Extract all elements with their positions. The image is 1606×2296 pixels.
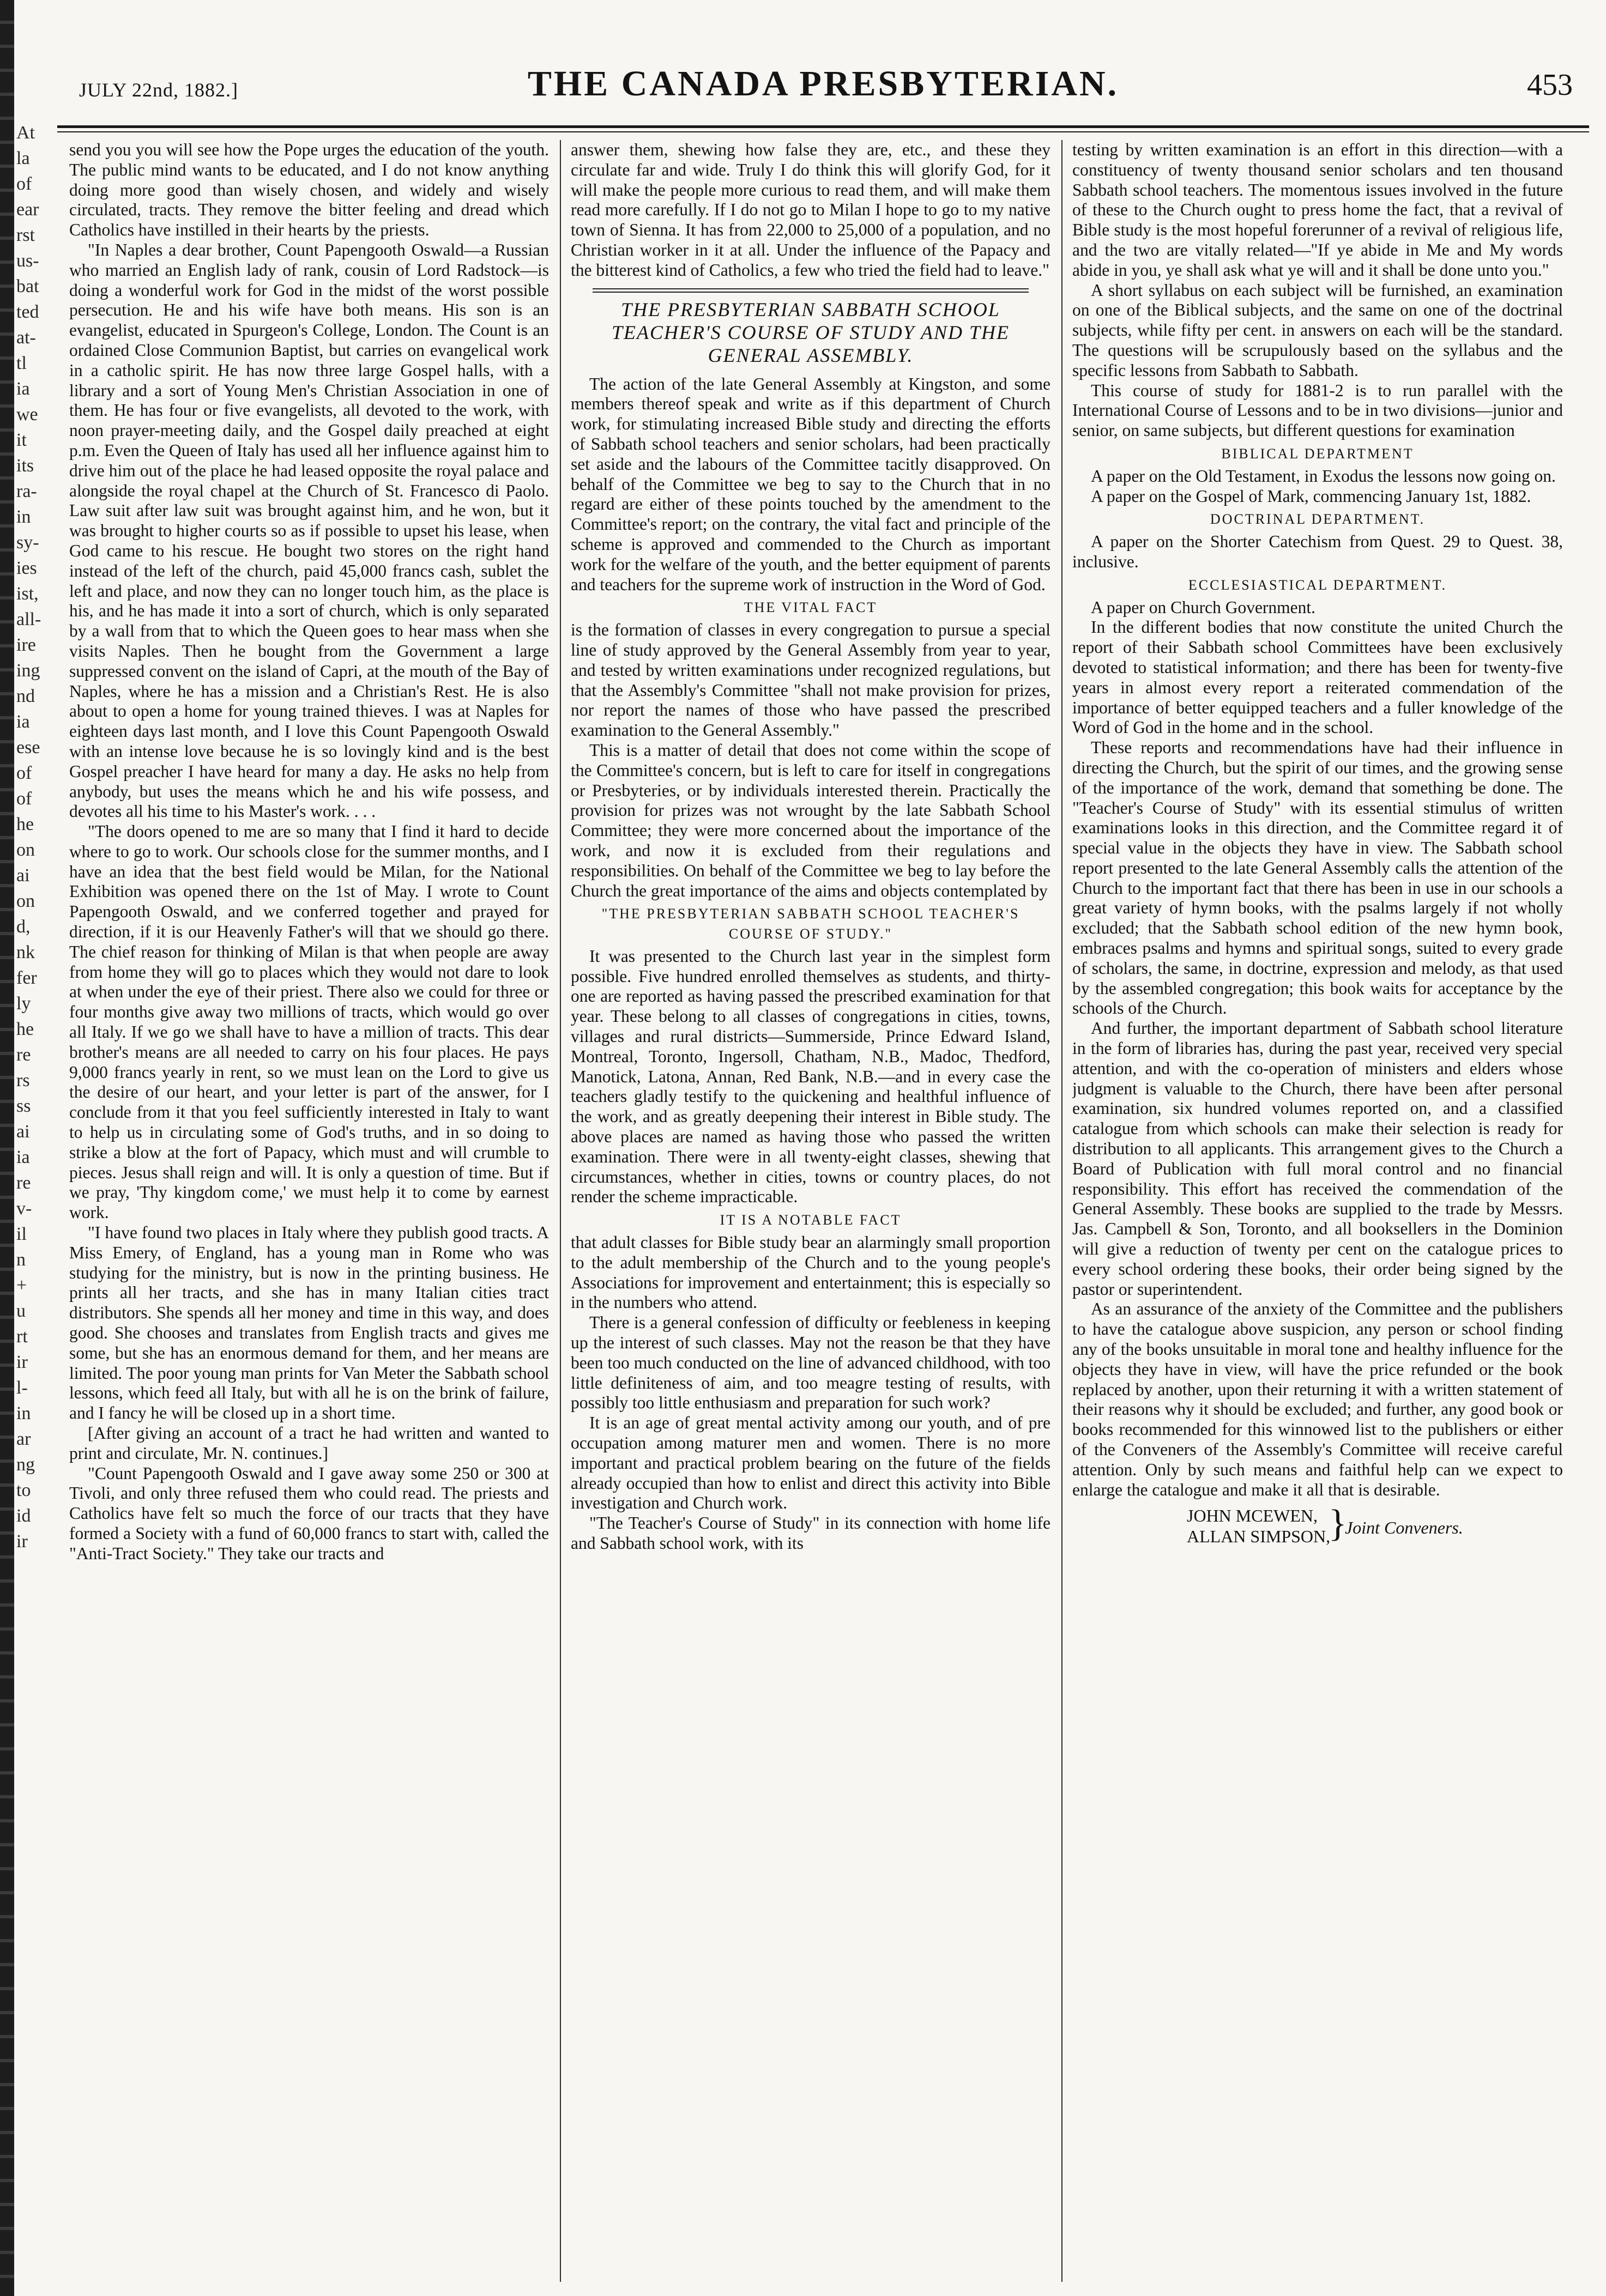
margin-fragment: nd bbox=[16, 686, 35, 706]
margin-fragment: in bbox=[16, 1403, 31, 1423]
margin-fragment: nk bbox=[16, 942, 35, 962]
margin-fragment: ai bbox=[16, 1122, 30, 1142]
margin-fragment: ia bbox=[16, 379, 30, 399]
article-separator bbox=[593, 288, 1029, 289]
signatory-name: JOHN MCEWEN, bbox=[1187, 1506, 1318, 1526]
article-title: THE PRESBYTERIAN SABBATH SCHOOL TEACHER'S COURSE OF STUDY AND THE GENERAL ASSEMBLY. bbox=[611, 298, 1010, 366]
margin-fragment: us- bbox=[16, 251, 39, 271]
department-heading: ECCLESIASTICAL DEPARTMENT. bbox=[1188, 577, 1447, 593]
margin-fragment: id bbox=[16, 1506, 31, 1526]
signature-block bbox=[1072, 1505, 1563, 1554]
header-rule-thick bbox=[57, 125, 1589, 128]
paragraph: It is an age of great mental activity among our youth, and of pre occupation among maturer men and women. There is no more important and practical problem bearing on the future of the fields already occupied than how to enlist and direct this activity into Bible investigation and Church work. bbox=[571, 1413, 1050, 1513]
margin-fragment: ies bbox=[16, 558, 37, 578]
margin-fragment: sy- bbox=[16, 532, 39, 553]
margin-fragment: d, bbox=[16, 917, 31, 937]
paragraph: "Count Papengooth Oswald and I gave away some 250 or 300 at Tivoli, and only three refused them who could read. The priests and Catholics have felt so much the force of our tracts that they have formed a Society with a fund of 60,000 francs to start with, called the "Anti-Tract Society." They take our tracts and bbox=[69, 1463, 549, 1563]
margin-fragment: ire bbox=[16, 635, 36, 655]
subheading: IT IS A NOTABLE FACT bbox=[720, 1212, 902, 1228]
margin-fragment: of bbox=[16, 763, 32, 783]
paragraph: that adult classes for Bible study bear an alarmingly small proportion to the adult membership of the Church and to the young people's Associations for improvement and entertainment; this is especially so in the numbers who attend. bbox=[571, 1233, 1050, 1312]
margin-fragment: he bbox=[16, 1019, 34, 1039]
paragraph: A paper on the Gospel of Mark, commencing January 1st, 1882. bbox=[1091, 486, 1531, 506]
margin-fragment: to bbox=[16, 1480, 31, 1500]
margin-fragment: ai bbox=[16, 865, 30, 886]
margin-fragment: tl bbox=[16, 353, 27, 373]
paragraph: "In Naples a dear brother, Count Papengooth Oswald—a Russian who married an English lady of rank, cousin of Lord Radstock—is doing a wonderful work for God in the midst of the worst possible persecution. He and his wife have both means. His son is an evangelist, educated in Spurgeon's College, London. The Count is an ordained Close Communion Baptist, but carries on evangelical work in a catholic spirit. He has now three large Gospel halls, with a library and a sort of Young Men's Christian Association in one of them. He has four or five evangelists, all devoted to the work, with noon prayer-meeting daily, and the Gospel daily preached at eight p.m. Even the Queen of Italy has used all her influence against him to drive him out of the place he had leased opposite the royal palace and alongside the royal chapel at the Church of St. Francesco di Paolo. Law suit after law suit was brought against him, and he won, but it was brought to higher courts so as if possible to upset his lease, when God came to his rescue. He bought two stores on the right hand instead of the left of the church, paid 45,000 francs cash, sublet the left and place, and now they can no longer touch him, as the place is his, and he has made it into a sort of church, which is only separated by a wall from that to which the Queen goes to hear mass when she visits Naples. Then he bought from the Government a large suppressed convent on the island of Capri, at the mouth of the Bay of Naples, where he has a mission and a Christian's Rest. He is also about to open a home for young trained thieves. I was at Naples for eighteen days last month, and I love this Count Papengooth Oswald with an intense love because he is so lovingly kind and is the best Gospel preacher I have heard for many a day. He asks no help from anybody, but uses the means which he and his wife possess, and devotes all his time to his Master's work. . . . bbox=[69, 240, 549, 821]
page-header bbox=[57, 60, 1589, 125]
paragraph: send you you will see how the Pope urges the education of the youth. The public mind wants to be educated, and I do not know anything doing more good than wisely chosen, and widely and wisely circulated, tracts. They remove the bitter feeling and dread which Catholics have instilled in their hearts by the priests. bbox=[69, 140, 549, 240]
column-divider bbox=[560, 140, 561, 2282]
margin-fragment: v- bbox=[16, 1198, 32, 1219]
column-divider bbox=[1061, 140, 1062, 2282]
margin-fragment: all- bbox=[16, 609, 41, 629]
margin-fragment: n bbox=[16, 1250, 26, 1270]
paragraph: "I have found two places in Italy where they publish good tracts. A Miss Emery, of England, has a young man in Rome who was studying for the ministry, but is now in the printing business. He prints all her tracts, and she has in many Italian cities tract distributors. She spends all her money and time in this way, and does good. She chooses and translates from English tracts and gives me some, but she has an enormous demand for them, and her means are limited. The poor young man prints for Van Meter the Sabbath school lessons, which feed all Italy, but with all he is on the brink of failure, and I fancy he will be closed up in a short time. bbox=[69, 1223, 549, 1423]
paragraph: It was presented to the Church last year in the simplest form possible. Five hundred enrolled themselves as students, and thirty-one are reported as having passed the prescribed examination for that year. These belong to all classes of congregations in cities, towns, villages and rural districts—Summerside, Prince Edward Island, Montreal, Toronto, Ingersoll, Chatham, N.B., Madoc, Thedford, Manotick, Latona, Annan, Red Bank, N.B.—and in every case the teachers gladly testify to the quickening and healthful influence of the work, and as greatly deepening their interest in Bible study. The above places are named as having those who passed the written examination. There were in all twenty-eight classes, shewing that circumstances, whether in cities, towns or country places, do not render the scheme impracticable. bbox=[571, 946, 1050, 1207]
paragraph: "The Teacher's Course of Study" in its connection with home life and Sabbath school work, with its bbox=[571, 1513, 1050, 1553]
margin-fragment: la bbox=[16, 148, 30, 168]
margin-fragment: ly bbox=[16, 993, 31, 1014]
paragraph: A short syllabus on each subject will be furnished, an examination on one of the Biblical subjects, and the same on one of the doctrinal subjects, while fifty per cent. in answers on each will be the standard. The questions will be scrupulously based on the syllabus and the specific lessons from Sabbath to Sabbath. bbox=[1072, 280, 1563, 380]
department-heading: BIBLICAL DEPARTMENT bbox=[1221, 445, 1414, 462]
margin-fragment: bat bbox=[16, 276, 39, 296]
margin-fragment: ist, bbox=[16, 584, 39, 604]
margin-fragment: ng bbox=[16, 1455, 35, 1475]
margin-fragment: he bbox=[16, 814, 34, 834]
paragraph: is the formation of classes in every congregation to pursue a special line of study approved by the General Assembly from year to year, and tested by written examinations under recognized regulations, but that the Assembly's Committee "shall not make provision for prizes, nor report the names of those who have passed the prescribed examination to the General Assembly." bbox=[571, 620, 1050, 740]
margin-fragment: it bbox=[16, 430, 27, 450]
paragraph: These reports and recommendations have had their influence in directing the Church, but the spirit of our times, and the growing sense of the importance of the work, demand that something be done. The "Teacher's Course of Study" with its essential stimulus of written examinations looks in this direction, and the Committee regard it of special value in the objects they have in view. The Sabbath school report presented to the late General Assembly calls the attention of the Church to the important fact that there has been in use in our schools a great variety of hymn books, with the psalms largely if not wholly excluded; that the Sabbath school edition of the new hymn book, embraces psalms and hymns and spiritual songs, suited to every grade of scholars, the same, in doctrine, expression and melody, as that used by the assembled congregation; this book waits for acceptance by the schools of the Church. bbox=[1072, 738, 1563, 1018]
margin-fragment: on bbox=[16, 891, 35, 911]
signatory-names bbox=[1187, 1505, 1330, 1547]
header-rule-thin bbox=[57, 131, 1589, 132]
paragraph: [After giving an account of a tract he had written and wanted to print and circulate, Mr. N. continues.] bbox=[69, 1423, 549, 1463]
margin-fragment: u bbox=[16, 1301, 26, 1321]
article-separator bbox=[593, 292, 1029, 293]
margin-fragment: ar bbox=[16, 1429, 31, 1449]
margin-fragment: l- bbox=[16, 1378, 28, 1398]
margin-fragment: fer bbox=[16, 968, 37, 988]
margin-fragment: il bbox=[16, 1224, 27, 1244]
margin-fragment: of bbox=[16, 789, 32, 809]
quoted-title: "THE PRESBYTERIAN SABBATH SCHOOL TEACHER'S COURSE OF STUDY." bbox=[601, 906, 1020, 942]
newspaper-title: THE CANADA PRESBYTERIAN. bbox=[527, 64, 1119, 104]
margin-fragment: ia bbox=[16, 1147, 30, 1167]
margin-fragment: rt bbox=[16, 1326, 28, 1347]
subheading: THE VITAL FACT bbox=[744, 599, 878, 616]
column-1 bbox=[69, 140, 549, 2282]
paragraph: This is a matter of detail that does not come within the scope of the Committee's concern, but is left to care for itself in congregations or Presbyteries, or by individuals interested therein. Practically the provision for prizes was not wrought by the late Sabbath School Committee; they were more concerned about the importance of the work, and now it is excluded from their regulations and responsibilities. On behalf of the Committee we beg to lay before the Church the great importance of the aims and objects contemplated by bbox=[571, 740, 1050, 900]
paragraph: A paper on the Shorter Catechism from Quest. 29 to Quest. 38, inclusive. bbox=[1072, 532, 1563, 571]
signatory-name: ALLAN SIMPSON, bbox=[1187, 1526, 1331, 1547]
paragraph: A paper on Church Government. bbox=[1091, 597, 1316, 617]
adjacent-page-margin-fragments bbox=[16, 120, 50, 2267]
paragraph: The action of the late General Assembly at Kingston, and some members thereof speak and write as if this department of Church work, for stimulating increased Bible study and directing the efforts of Sabbath school teachers and senior scholars, had been practically set aside and the labours of the Committee tacitly disapproved. On behalf of the Committee we beg to say to the Church that in no regard are either of these points touched by the amendment to the Committee's report; on the contrary, the vital fact and principle of the scheme is approved and commended to the Church as important work for the welfare of the youth, and the better equipment of parents and teachers for the supreme work of instruction in the Word of God. bbox=[571, 374, 1050, 594]
paragraph: As an assurance of the anxiety of the Committee and the publishers to have the catalogue above suspicion, any person or school finding any of the books unsuitable in moral tone and healthy influence for the objects they have in view, will have the price refunded or the book replaced by another, upon their returning it with a written statement of their reasons why it should be excluded; and further, any good book or books recommended for this winnowed list to the publishers or either of the Conveners of the Assembly's Committee will receive careful attention. Only by such means and faithful help can we expect to enlarge the catalogue and make it all that is desirable. bbox=[1072, 1299, 1563, 1499]
margin-fragment: re bbox=[16, 1173, 31, 1193]
paragraph: answer them, shewing how false they are, etc., and these they circulate far and wide. Truly I do think this will glorify God, for it will make the people more curious to read them, and will make them read more carefully. If I do not go to Milan I hope to go to my native town of Sienna. It has from 22,000 to 25,000 of a population, and no Christian worker in it at all. Under the influence of the Papacy and the bitterest kind of Catholics, a few who tried the field had to leave." bbox=[571, 140, 1050, 280]
paragraph: There is a general confession of difficulty or feebleness in keeping up the interest of such classes. May not the reason be that they have been too much conducted on the line of advanced childhood, with too little definiteness of aim, and too meagre testing of results, with possibly too little enthusiasm and preparation for such work? bbox=[571, 1313, 1050, 1413]
margin-fragment: ir bbox=[16, 1531, 28, 1552]
brace-glyph: } bbox=[1329, 1503, 1347, 1545]
margin-fragment: re bbox=[16, 1045, 31, 1065]
margin-fragment: ir bbox=[16, 1352, 28, 1372]
margin-fragment: ese bbox=[16, 737, 40, 758]
margin-fragment: ia bbox=[16, 712, 30, 732]
department-heading: DOCTRINAL DEPARTMENT. bbox=[1210, 511, 1426, 528]
margin-fragment: ear bbox=[16, 199, 39, 220]
margin-fragment: ted bbox=[16, 302, 39, 322]
paragraph: "The doors opened to me are so many that I find it hard to decide where to go to work. Our schools close for the summer months, and I have an idea that the best field would be Milan, for the National Exhibition was opened there on the 1st of May. I wrote to Count Papengooth Oswald, and we conferred together and prayed for direction, if it is our Heavenly Father's will that we should go there. The chief reason for thinking of Milan is that when people are away from home they will go to places which they would not dare to look at when under the eye of their priest. There also we could for three or four months give away two millions of tracts, which would go over all Italy. If we go we shall have to have a million of tracts. This dear brother's means are all needed to carry on his four places. He pays 9,000 francs yearly in rent, so we must lean on the Lord to give us the desire of our heart, and your letter is part of the answer, for I conclude from it that you feel sufficiently interested in Italy to want to help us in circulating some of God's truths, and in so doing to strike a blow at the fort of Papacy, which must and will crumble to pieces. Jesus shall reign and will. It is only a question of time. But if we pray, 'Thy kingdom come,' we must help it to come by earnest work. bbox=[69, 822, 549, 1222]
newspaper-page bbox=[57, 60, 1589, 2282]
margin-fragment: of bbox=[16, 174, 32, 194]
margin-fragment: rst bbox=[16, 225, 35, 245]
margin-fragment: rs bbox=[16, 1070, 30, 1091]
margin-fragment: ing bbox=[16, 661, 40, 681]
margin-fragment: at- bbox=[16, 328, 36, 348]
paragraph: And further, the important department of Sabbath school literature in the form of libraries has, during the past year, received very special attention, and with the co-operation of ministers and elders whose judgment is valuable to the Church, there have been after personal examination, six hundred volumes reported on, and a classified catalogue from which schools can make their selection is ready for distribution to all applicants. This arrangement gives to the Church a Board of Publication with full moral control and no financial responsibility. This effort has received the commendation of the General Assembly. These books are supplied to the trade by Messrs. Jas. Campbell & Son, Toronto, and all booksellers in the Dominion will give a reduction of twenty per cent on the catalogue prices to every school ordering these books, their order being signed by the pastor or superintendent. bbox=[1072, 1019, 1563, 1299]
paragraph: A paper on the Old Testament, in Exodus the lessons now going on. bbox=[1091, 466, 1556, 486]
margin-fragment: At bbox=[16, 123, 35, 143]
page-number: 453 bbox=[1527, 68, 1573, 102]
paragraph: In the different bodies that now constitute the united Church the report of their Sabbath school Committees have been exclusively devoted to statistical information; and there has been for twenty-five years in almost every report a reiterated commendation of the importance of better equipped teachers and a fuller knowledge of the Word of God in the home and in the school. bbox=[1072, 617, 1563, 737]
binding-edge bbox=[0, 0, 14, 2296]
margin-fragment: on bbox=[16, 840, 35, 860]
columns-container bbox=[57, 140, 1589, 2282]
margin-fragment: ra- bbox=[16, 481, 37, 501]
column-3 bbox=[1072, 140, 1563, 2282]
signatory-role: Joint Conveners. bbox=[1345, 1518, 1463, 1538]
paragraph: testing by written examination is an effort in this direction—with a constituency of twenty thousand senior scholars and ten thousand Sabbath school teachers. The momentous issues involved in the future of these to the Church ought to press home the fact, that a revival of Bible study is the most hopeful forerunner of a revival of religious life, and the two are vitally related—"If ye abide in Me and My words abide in you, ye shall ask what ye will and it shall be done unto you." bbox=[1072, 140, 1563, 280]
column-2 bbox=[571, 140, 1050, 2282]
issue-date: JULY 22nd, 1882.] bbox=[79, 79, 239, 101]
margin-fragment: + bbox=[16, 1275, 27, 1295]
margin-fragment: ss bbox=[16, 1096, 31, 1116]
margin-fragment: in bbox=[16, 507, 31, 527]
paragraph: This course of study for 1881-2 is to run parallel with the International Course of Lessons and to be in two divisions—junior and senior, on same subjects, but different questions for examination bbox=[1072, 380, 1563, 440]
margin-fragment: its bbox=[16, 456, 34, 476]
margin-fragment: we bbox=[16, 404, 38, 425]
